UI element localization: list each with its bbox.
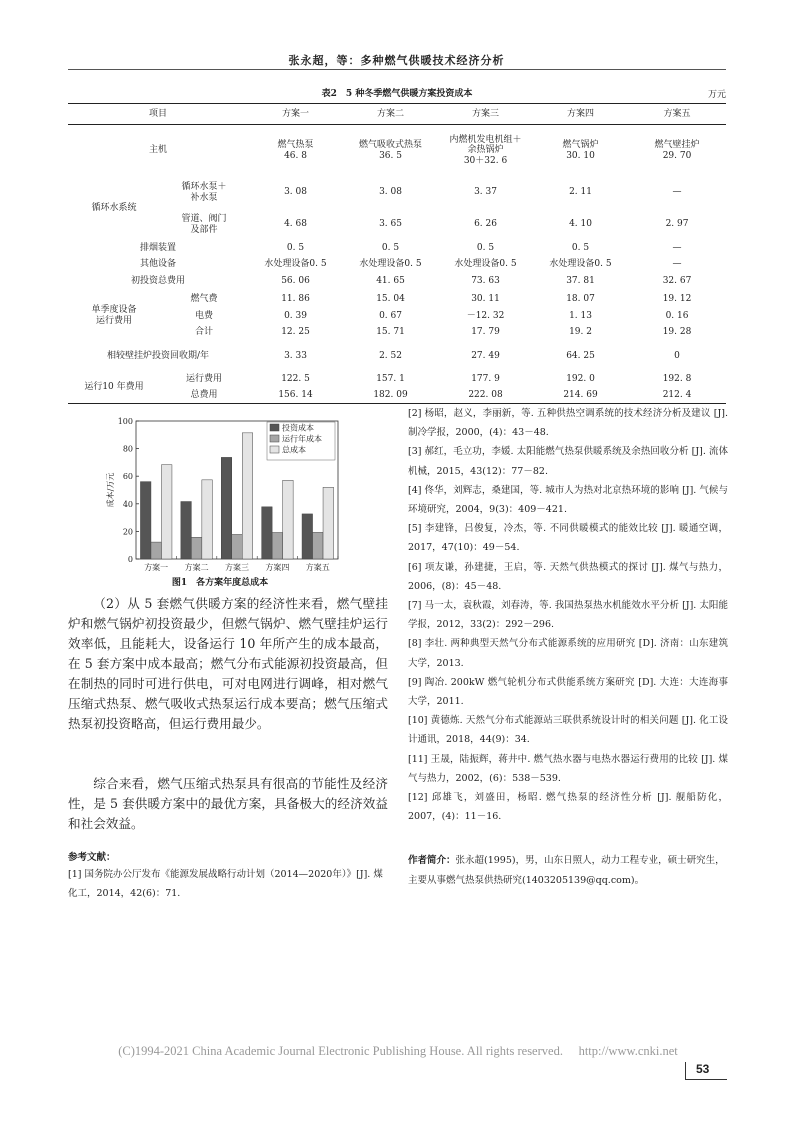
table-cell: 12. 25 (281, 327, 310, 338)
reference-item: [9] 陶冶. 200kW 燃气轮机分布式供能系统方案研究 [D]. 大连：大连海事大学，2011. (408, 676, 728, 708)
table-cell: 192. 0 (566, 374, 595, 385)
row-group-label: 循环水系统 (91, 203, 137, 214)
col-header: 方案五 (663, 108, 691, 119)
table-cell: 3. 08 (379, 187, 402, 198)
references-left (68, 865, 388, 903)
table-cell: 18. 07 (566, 294, 595, 305)
table-cell: 19. 2 (569, 327, 592, 338)
row-group-label: 单季度设备 运行费用 (91, 304, 137, 326)
bar-3 (202, 480, 213, 559)
reference-item: [10] 黄德炼. 天然气分布式能源站三联供系统设计时的相关问题 [J]. 化工设计通讯，2018，44(9)：34. (408, 715, 728, 746)
row-label: 合计 (195, 327, 214, 338)
figure-caption: 图1 各方案年度总成本 (171, 578, 269, 588)
table-cell: 4. 10 (569, 219, 592, 230)
table-cell: 177. 9 (471, 374, 500, 385)
table-cell: 182. 09 (373, 389, 408, 400)
bar-2 (313, 532, 324, 559)
table-cell: 73. 63 (471, 276, 500, 287)
table-row (68, 257, 726, 273)
row-label: 运行费用 (186, 374, 223, 385)
y-tick-label: 0 (127, 555, 133, 564)
table-cell: 222. 08 (468, 389, 503, 400)
table-unit: 万元 (707, 90, 726, 100)
table-cell: 15. 71 (376, 327, 405, 338)
table-cell: 燃气吸收式热泵 36. 5 (359, 139, 423, 161)
table-cell: 17. 79 (471, 327, 500, 338)
row-label: 燃气费 (190, 294, 218, 305)
table-cell: 1. 13 (569, 311, 592, 322)
row-label: 管道、阀门 及部件 (181, 213, 227, 235)
table-cell: 0. 5 (571, 243, 590, 254)
table-row (68, 372, 726, 388)
table-cell: 19. 12 (662, 294, 692, 305)
x-tick-label: 方案三 (225, 563, 249, 572)
bar-2 (232, 534, 243, 559)
col-header: 方案三 (472, 108, 500, 119)
bar-2 (151, 542, 162, 559)
table-cell: — (672, 187, 682, 198)
table-cell: 水处理设备0. 5 (454, 259, 517, 270)
table-cell: 214. 69 (563, 389, 598, 400)
table-cell: 156. 14 (278, 389, 313, 400)
cost-bar-chart (100, 413, 345, 578)
row-group-label: 运行10 年费用 (84, 381, 144, 392)
references-right (408, 404, 728, 826)
table-row (68, 209, 726, 241)
table-cell: 212. 4 (662, 389, 692, 400)
x-tick-label: 方案四 (265, 563, 290, 572)
table-header-row (68, 104, 726, 125)
table-caption: 表2 5 种冬季燃气供暖方案投资成本 (321, 89, 473, 99)
reference-item: [5] 李建锋，吕俊复，冷杰，等. 不同供暖模式的能效比较 [J]. 暖通空调，2017，47(10)：49－54. (408, 523, 728, 554)
bar-3 (323, 487, 334, 559)
references-title: 参考文献： (68, 852, 116, 863)
col-header: 方案一 (282, 108, 310, 119)
cost-table (68, 103, 726, 404)
table-cell: 内燃机发电机组＋ 余热锅炉 30＋32. 6 (449, 134, 522, 167)
table-cell: 3. 08 (284, 187, 307, 198)
row-label: 总费用 (190, 389, 218, 400)
conclusion-paragraph-2: （2）从 5 套燃气供暖方案的经济性来看，燃气壁挂炉和燃气锅炉初投资最少，但燃气锅炉、燃气壁挂炉运行效率低，且能耗大，设备运行 10 年所产生的成本最高，在 5 套方案中成本最高；燃气分布式能源初投资最高，但在制热的同时可进行供电，可对电网进行调峰，相对燃气压缩式热泵、燃气吸收式热泵运行成本要高；燃气压缩式热泵初投资略高，但运行费用最少。 (68, 596, 388, 731)
table-cell: 0. 5 (381, 243, 400, 254)
reference-item: [7] 马一太，袁秋霞，刘春涛，等. 我国热泵热水机能效水平分析 [J]. 太阳能学报，2012，33(2)：292－296. (408, 600, 728, 631)
row-label: 循环水泵＋ 补水泵 (181, 181, 227, 203)
bar-2 (272, 533, 283, 559)
table-cell: 0. 5 (286, 243, 305, 254)
table-cell: 2. 97 (665, 219, 689, 230)
running-title: 张永超，等：多种燃气供暖技术经济分析 (288, 54, 505, 67)
table-cell: 192. 8 (662, 374, 692, 385)
table-cell: 燃气热泵 46. 8 (277, 139, 314, 161)
reference-item: [12] 邱雄飞，刘盛田，杨昭. 燃气热泵的经济性分析 [J]. 舰船防化，2007，(4)：11－16. (408, 792, 728, 823)
table-cell: 0. 39 (284, 311, 307, 322)
table-cell: 燃气锅炉 30. 10 (562, 139, 599, 161)
row-label: 初投资总费用 (131, 276, 186, 287)
table-cell: 64. 25 (566, 350, 595, 361)
reference-item: [6] 项友谦，孙建捷，王启，等. 天然气供热模式的探讨 [J]. 煤气与热力，2006，(8)：45－48. (408, 561, 728, 592)
row-label: 排烟装置 (140, 243, 177, 254)
reference-item: [1] 国务院办公厅发布《能源发展战略行动计划（2014—2020年）》[J]. 煤化工，2014，42(6)：71. (68, 869, 383, 899)
table-cell: 水处理设备0. 5 (359, 259, 422, 270)
table-cell: 19. 28 (662, 327, 692, 338)
legend-label: 投资成本 (282, 423, 314, 433)
col-header: 项目 (149, 108, 168, 119)
x-tick-label: 方案一 (144, 563, 169, 572)
table-cell: 4. 68 (284, 219, 307, 230)
table-cell: 56. 06 (281, 276, 310, 287)
table-cell: －12. 32 (466, 311, 505, 322)
table-row (68, 341, 726, 372)
table-row (68, 241, 726, 257)
y-tick-label: 60 (122, 472, 133, 482)
row-label: 电费 (195, 311, 214, 322)
reference-item: [11] 王晟，陆振辉，蒋井中. 燃气热水器与电热水器运行费用的比较 [J]. 煤气与热力，2002，(6)：538－539. (408, 753, 728, 784)
row-label: 相较壁挂炉投资回收期/年 (106, 350, 210, 361)
bar-1 (262, 507, 273, 559)
bar-3 (283, 480, 294, 559)
table-cell: — (672, 243, 682, 254)
y-tick-label: 40 (122, 499, 133, 509)
table-cell: 37. 81 (566, 276, 595, 287)
y-tick-label: 100 (117, 417, 133, 426)
table-cell: 0. 5 (476, 243, 495, 254)
table-cell: 0. 67 (379, 311, 402, 322)
conclusion-paragraph-summary: 综合来看，燃气压缩式热泵具有很高的节能性及经济性，是 5 套供暖方案中的最优方案，具备极大的经济效益和社会效益。 (68, 776, 388, 831)
table-cell: 30. 11 (471, 294, 500, 305)
legend-swatch (270, 435, 279, 442)
table-cell: 2. 11 (569, 187, 592, 198)
col-header: 方案四 (567, 108, 595, 119)
table-row (68, 291, 726, 309)
header-rule (68, 69, 726, 70)
legend-label: 总成本 (282, 445, 306, 455)
table-cell: 3. 33 (284, 350, 307, 361)
col-header: 方案二 (377, 108, 405, 119)
table-cell: — (672, 259, 682, 270)
bar-chart-svg (100, 413, 345, 578)
reference-item: [2] 杨昭，赵义，李丽新，等. 五种供热空调系统的技术经济分析及建议 [J]. 制冷学报，2000，(4)：43－48. (408, 408, 728, 439)
reference-item: [8] 李壮. 两种典型天然气分布式能源系统的应用研究 [D]. 济南：山东建筑大学，2013. (408, 638, 728, 669)
y-tick-label: 80 (122, 444, 133, 454)
table-cell: 0 (674, 350, 680, 361)
bar-3 (161, 465, 172, 559)
legend-label: 运行年成本 (282, 434, 322, 444)
table-cell: 水处理设备0. 5 (264, 259, 327, 270)
table-cell: 15. 04 (376, 294, 405, 305)
table-cell: 水处理设备0. 5 (549, 259, 612, 270)
y-tick-label: 20 (122, 527, 133, 537)
table-cell: 3. 65 (379, 219, 402, 230)
table-cell: 2. 52 (379, 350, 402, 361)
copyright-notice: (C)1994-2021 China Academic Journal Electronic Publishing House. All rights reserved. http://www.cnki.net (118, 1044, 678, 1058)
x-tick-label: 方案五 (305, 563, 330, 572)
table-row (68, 309, 726, 325)
table-cell: 157. 1 (376, 374, 405, 385)
table-cell: 27. 49 (471, 350, 500, 361)
author-bio-label: 作者简介： (408, 855, 456, 866)
table-cell: 122. 5 (281, 374, 310, 385)
author-bio (408, 851, 728, 891)
table-cell: 32. 67 (662, 276, 692, 287)
page-number: 53 (685, 1062, 727, 1080)
table-cell: 燃气壁挂炉 29. 70 (654, 139, 700, 161)
bar-2 (191, 537, 202, 559)
bar-3 (242, 433, 253, 559)
legend-swatch (270, 446, 279, 453)
x-tick-label: 方案二 (184, 563, 209, 572)
author-bio-text: 张永超(1995)，男，山东日照人，动力工程专业，硕士研究生，主要从事燃气热泵供热研究(1403205139@qq.com)。 (408, 855, 725, 886)
reference-item: [4] 佟华，刘辉志，桑建国，等. 城市人为热对北京热环境的影响 [J]. 气候与环境研究，2004，9(3)：409－421. (408, 484, 728, 516)
table-cell: 0. 16 (665, 311, 689, 322)
table-cell: 6. 26 (474, 219, 497, 230)
bar-1 (221, 457, 232, 559)
table-row (68, 125, 726, 177)
row-label: 主机 (149, 145, 168, 156)
table-row (68, 177, 726, 209)
table-row (68, 388, 726, 404)
cost-table-container (68, 103, 726, 404)
table-row (68, 325, 726, 341)
table-cell: 3. 37 (474, 187, 497, 198)
table-row (68, 273, 726, 291)
bar-1 (140, 482, 151, 559)
table-cell: 41. 65 (376, 276, 405, 287)
table-cell: 11. 86 (281, 294, 310, 305)
row-label: 其他设备 (140, 259, 177, 270)
bar-1 (302, 514, 313, 559)
y-axis-label: 成本/万元 (106, 472, 115, 508)
reference-item: [3] 郝红，毛立功，李媛. 太阳能燃气热泵供暖系统及余热回收分析 [J]. 流体机械，2015，43(12)：77－82. (408, 446, 728, 477)
legend-swatch (270, 424, 279, 431)
bar-1 (181, 502, 192, 559)
